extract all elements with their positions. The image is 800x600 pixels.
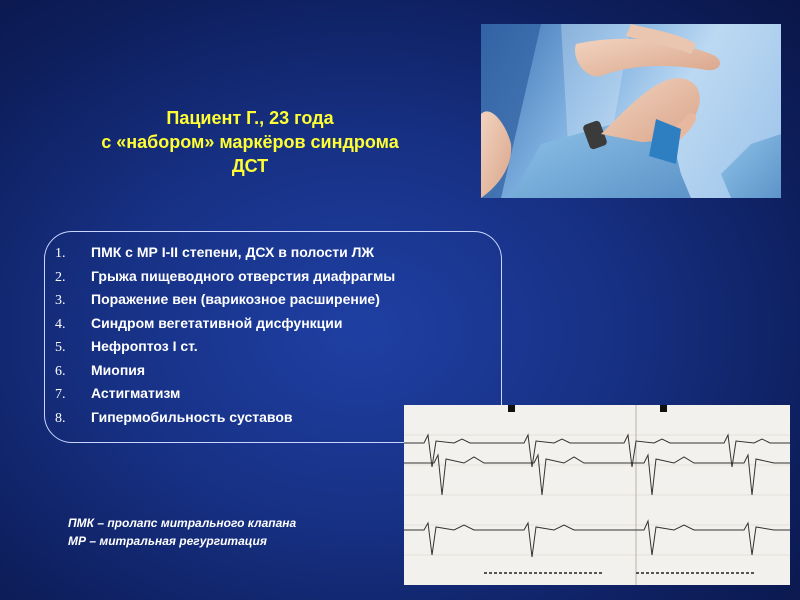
abbreviation-mr: МР – митральная регургитация [68, 534, 267, 548]
list-item-number: 5. [55, 340, 66, 355]
abbreviations [68, 514, 296, 550]
list-item-number: 4. [55, 316, 66, 332]
title-line-3: ДСТ [231, 156, 269, 176]
list-item-text: Миопия [91, 361, 146, 378]
list-item-number: 1. [55, 246, 66, 261]
list-item-number: 7. [55, 387, 66, 402]
list-item [55, 362, 395, 386]
list-item-text: Грыжа пищеводного отверстия диафрагмы [91, 267, 396, 284]
list-item [55, 268, 395, 292]
ecg-marker [508, 405, 515, 412]
hand-hypermobility-photo [481, 24, 781, 198]
list-item [55, 315, 395, 339]
abbreviation-pmk: ПМК – пролапс митрального клапана [68, 516, 297, 530]
title-line-1: Пациент Г., 23 года [166, 108, 334, 128]
list-item [55, 244, 395, 268]
list-item-text: Синдром вегетативной дисфункции [91, 314, 343, 331]
list-item [55, 291, 395, 315]
ecg-marker [660, 405, 667, 412]
ecg-trace-illustration [404, 405, 790, 585]
list-item [55, 409, 395, 433]
list-item-text: Поражение вен (варикозное расширение) [91, 291, 380, 307]
list-item-text: ПМК с МР I-II степени, ДСХ в полости ЛЖ [91, 244, 375, 260]
ecg-strip-photo [404, 405, 790, 585]
list-item-number: 6. [55, 363, 66, 379]
slide-title [40, 106, 460, 178]
title-line-2: с «набором» маркёров синдрома [101, 132, 399, 152]
hand-photo-illustration [481, 24, 781, 198]
list-item [55, 338, 395, 362]
list-item [55, 385, 395, 409]
list-item-text: Гипермобильность суставов [91, 408, 293, 425]
list-item-text: Нефроптоз I ст. [91, 338, 198, 354]
list-item-text: Астигматизм [91, 385, 181, 401]
list-item-number: 8. [55, 410, 66, 426]
list-item-number: 3. [55, 293, 66, 308]
list-item-number: 2. [55, 269, 66, 285]
markers-list [55, 244, 395, 432]
